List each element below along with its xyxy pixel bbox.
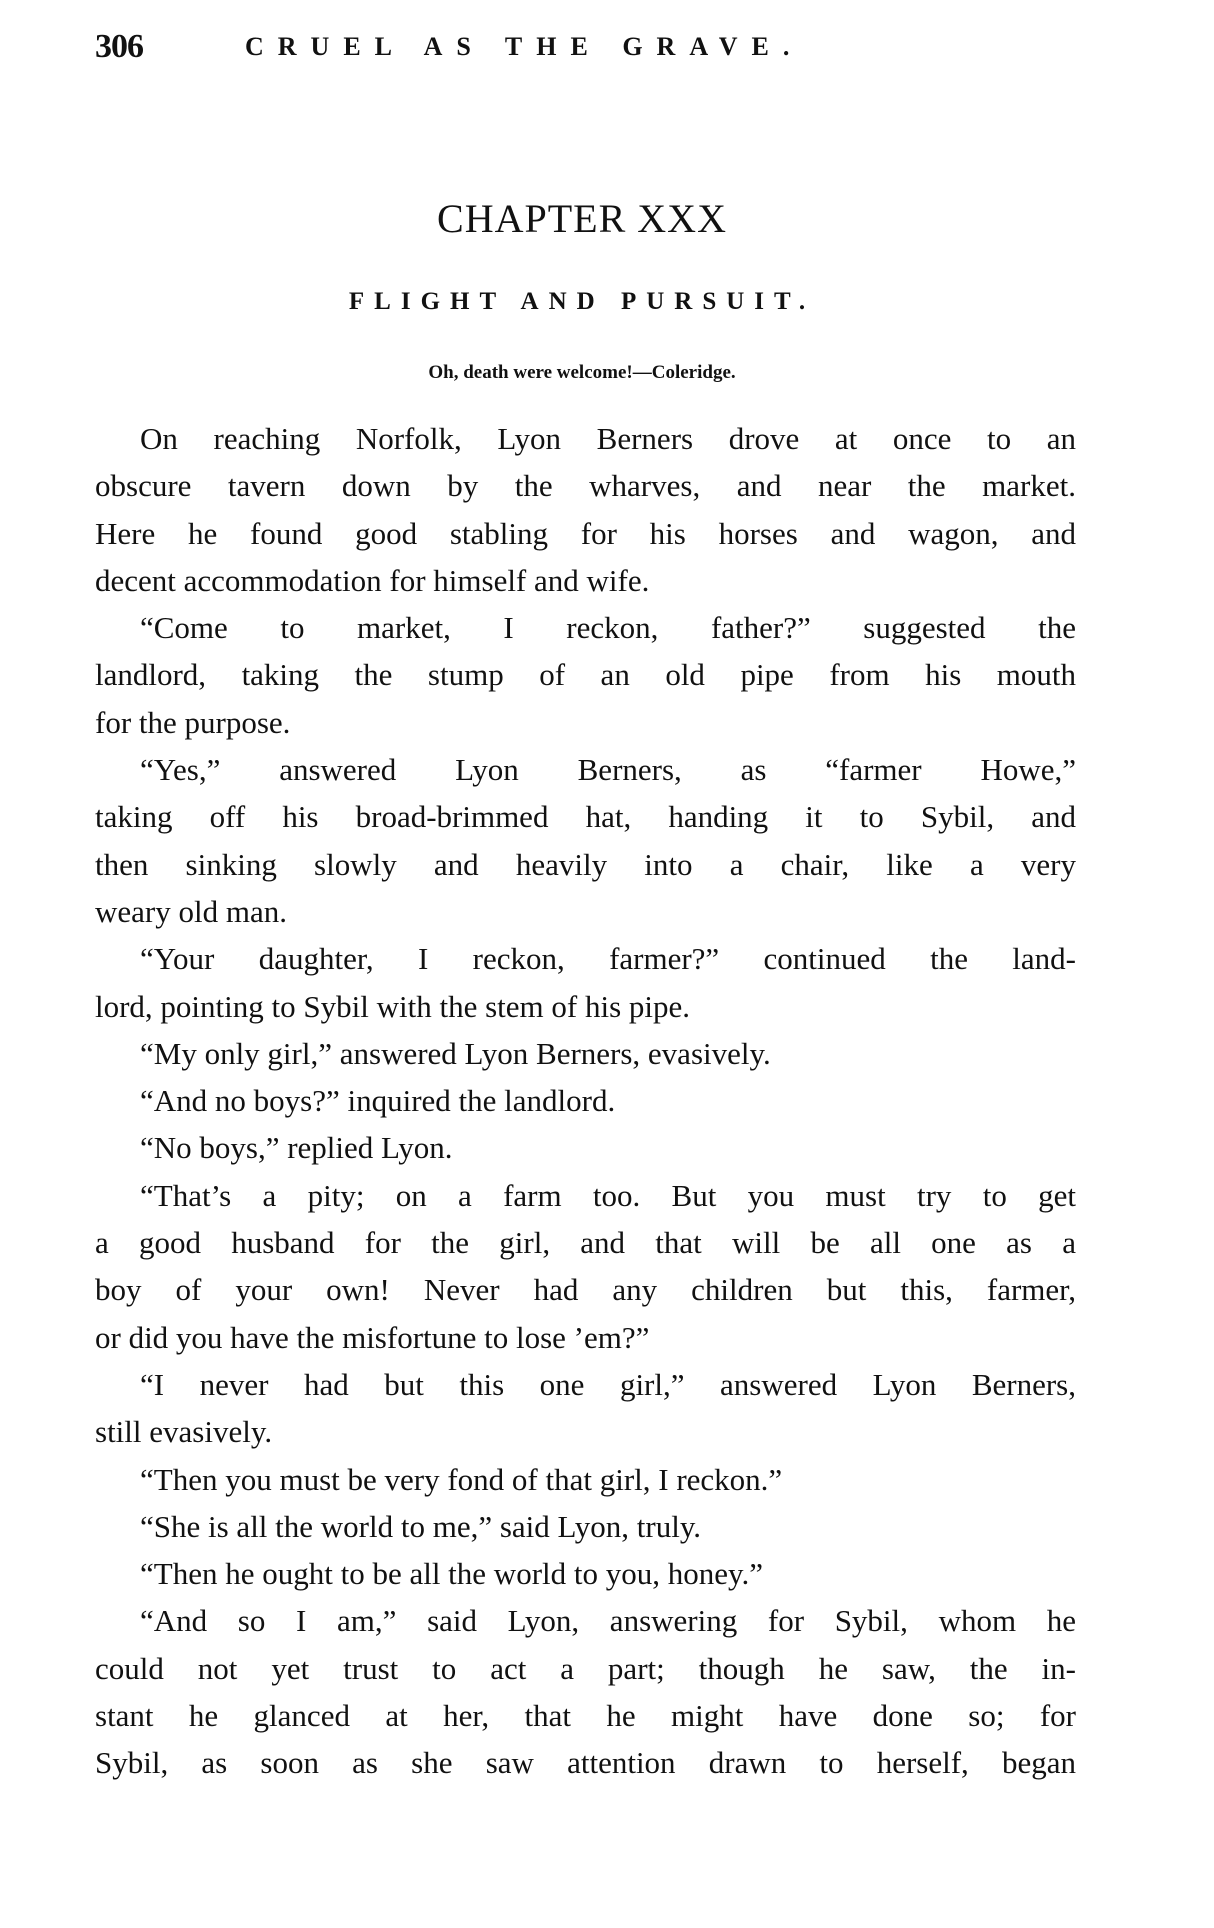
text-line: stant he glanced at her, that he might have done so; for — [95, 1698, 1076, 1734]
text-line: “Yes,” answered Lyon Berners, as “farmer Howe,” — [140, 752, 1076, 788]
text-line: “Then he ought to be all the world to you, honey.” — [140, 1556, 763, 1592]
text-line: “She is all the world to me,” said Lyon, truly. — [140, 1508, 702, 1544]
text-line: “No boys,” replied Lyon. — [140, 1130, 453, 1166]
text-line: then sinking slowly and heavily into a chair, like a very — [95, 846, 1076, 882]
text-line: boy of your own! Never had any children but this, farmer, — [95, 1272, 1076, 1308]
text-line: “I never had but this one girl,” answered Lyon Berners, — [140, 1366, 1076, 1402]
text-line: “Then you must be very fond of that girl, I reckon.” — [140, 1461, 783, 1497]
text-line: “My only girl,” answered Lyon Berners, evasively. — [140, 1035, 771, 1071]
text-line: for the purpose. — [95, 704, 291, 740]
text-line: On reaching Norfolk, Lyon Berners drove at once to an — [140, 421, 1076, 456]
text-line: obscure tavern down by the wharves, and near the market. — [95, 468, 1076, 504]
body-text — [95, 415, 1076, 1787]
chapter-subtitle: FLIGHT AND PURSUIT. — [348, 288, 816, 315]
text-line: “And no boys?” inquired the landlord. — [140, 1083, 616, 1119]
epigraph: Oh, death were welcome!—Coleridge. — [428, 362, 736, 383]
running-head — [95, 28, 995, 78]
text-line: “Your daughter, I reckon, farmer?” continued the land- — [140, 941, 1076, 977]
text-line: taking off his broad-brimmed hat, handing it to Sybil, and — [95, 799, 1076, 835]
text-line: “And so I am,” said Lyon, answering for Sybil, whom he — [140, 1603, 1076, 1639]
text-line: Here he found good stabling for his horses and wagon, and — [95, 515, 1076, 551]
text-line: a good husband for the girl, and that will be all one as a — [95, 1225, 1076, 1261]
text-line: Sybil, as soon as she saw attention drawn to herself, began — [95, 1745, 1076, 1781]
text-line: lord, pointing to Sybil with the stem of his pipe. — [95, 988, 691, 1024]
text-line: or did you have the misfortune to lose ’em?” — [95, 1319, 650, 1355]
chapter-title: CHAPTER XXX — [437, 196, 727, 241]
running-title: CRUEL AS THE GRAVE. — [245, 32, 804, 61]
text-line: still evasively. — [95, 1414, 273, 1450]
text-line: “That’s a pity; on a farm too. But you must try to get — [140, 1177, 1076, 1213]
text-line: weary old man. — [95, 893, 287, 929]
text-line: decent accommodation for himself and wife. — [95, 562, 650, 598]
text-line: landlord, taking the stump of an old pipe from his mouth — [95, 657, 1076, 693]
text-line: “Come to market, I reckon, father?” suggested the — [140, 610, 1076, 646]
text-line: could not yet trust to act a part; though he saw, the in- — [95, 1650, 1076, 1686]
page-number: 306 — [95, 28, 143, 65]
